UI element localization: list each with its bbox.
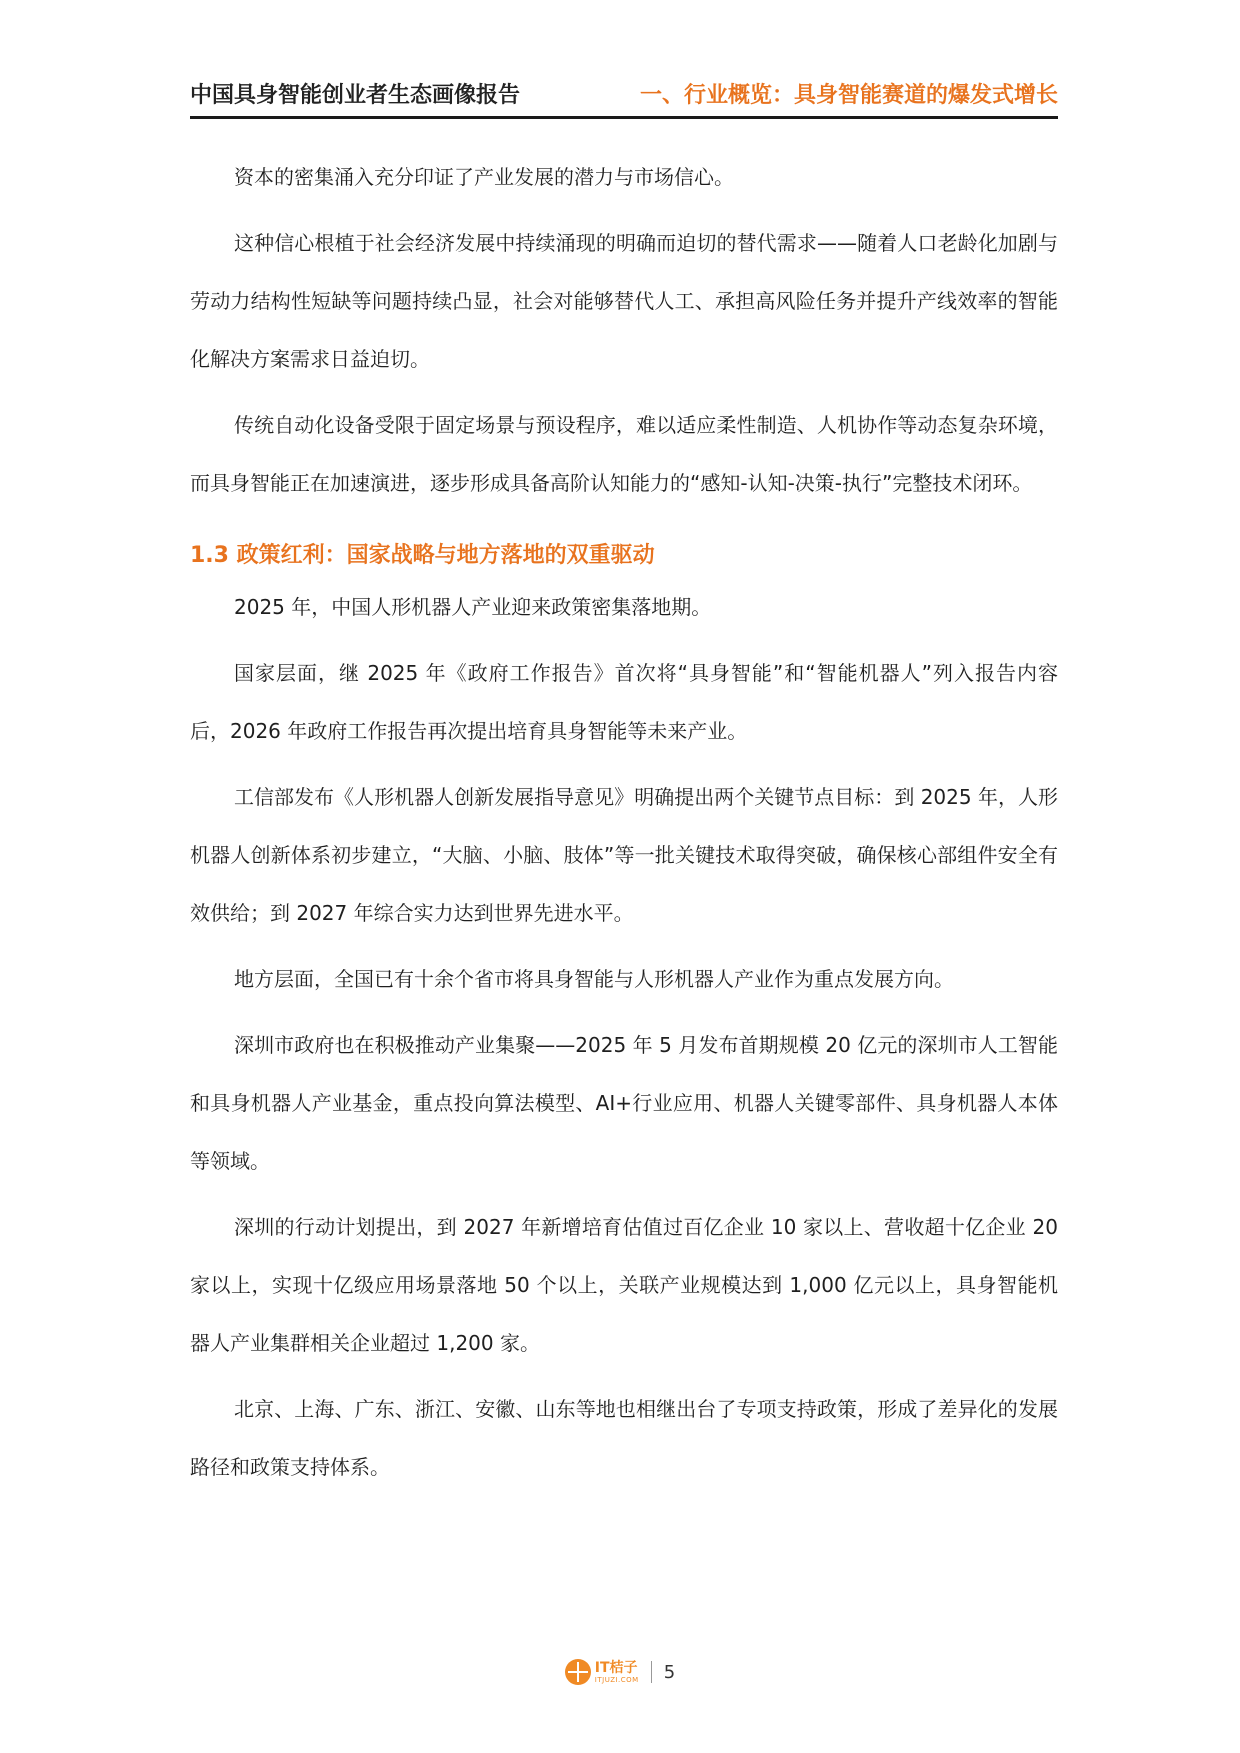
paragraph: 资本的密集涌入充分印证了产业发展的潜力与市场信心。 (234, 165, 734, 189)
logo-subtext: ITJUZI.COM (594, 1675, 639, 1684)
paragraph: 工信部发布《人形机器人创新发展指导意见》明确提出两个关键节点目标：到 2025 年，人形机器人创新体系初步建立，“大脑、小脑、肢体”等一批关键技术取得突破，确保核心部组件安全有效供给；到 2027 年综合实力达到世界先进水平。 (190, 785, 1058, 925)
paragraph: 深圳的行动计划提出，到 2027 年新增培育估值过百亿企业 10 家以上、营收超十亿企业 20 家以上，实现十亿级应用场景落地 50 个以上，关联产业规模达到 1,000 亿元以上，具身智能机器人产业集群相关企业超过 1,200 家。 (190, 1215, 1058, 1355)
footer-separator (651, 1661, 652, 1683)
paragraph: 地方层面，全国已有十余个省市将具身智能与人形机器人产业作为重点发展方向。 (234, 967, 954, 991)
page-footer (0, 1652, 1240, 1692)
page-header (190, 78, 1058, 114)
paragraph: 2025 年，中国人形机器人产业迎来政策密集落地期。 (234, 595, 712, 619)
page-number: 5 (663, 1661, 676, 1683)
report-title: 中国具身智能创业者生态画像报告 (190, 83, 521, 108)
orange-ball-icon (565, 1659, 591, 1685)
paragraph: 这种信心根植于社会经济发展中持续涌现的明确而迫切的替代需求——随着人口老龄化加剧与劳动力结构性短缺等问题持续凸显，社会对能够替代人工、承担高风险任务并提升产线效率的智能化解决方案需求日益迫切。 (190, 231, 1058, 371)
itjuzi-logo (565, 1659, 639, 1685)
chapter-title: 一、行业概览：具身智能赛道的爆发式增长 (639, 83, 1058, 108)
logo-text: IT桔子 (594, 1659, 638, 1676)
section-heading: 1.3 政策红利：国家战略与地方落地的双重驱动 (190, 543, 655, 568)
paragraph: 传统自动化设备受限于固定场景与预设程序，难以适应柔性制造、人机协作等动态复杂环境，而具身智能正在加速演进，逐步形成具备高阶认知能力的“感知-认知-决策-执行”完整技术闭环。 (190, 413, 1058, 495)
page-body (190, 148, 1058, 1504)
header-divider (190, 116, 1058, 119)
paragraph: 深圳市政府也在积极推动产业集聚——2025 年 5 月发布首期规模 20 亿元的深圳市人工智能和具身机器人产业基金，重点投向算法模型、AI+行业应用、机器人关键零部件、具身机器人本体等领域。 (190, 1033, 1058, 1173)
paragraph: 北京、上海、广东、浙江、安徽、山东等地也相继出台了专项支持政策，形成了差异化的发展路径和政策支持体系。 (190, 1397, 1058, 1479)
paragraph: 国家层面，继 2025 年《政府工作报告》首次将“具身智能”和“智能机器人”列入报告内容后，2026 年政府工作报告再次提出培育具身智能等未来产业。 (190, 661, 1058, 743)
